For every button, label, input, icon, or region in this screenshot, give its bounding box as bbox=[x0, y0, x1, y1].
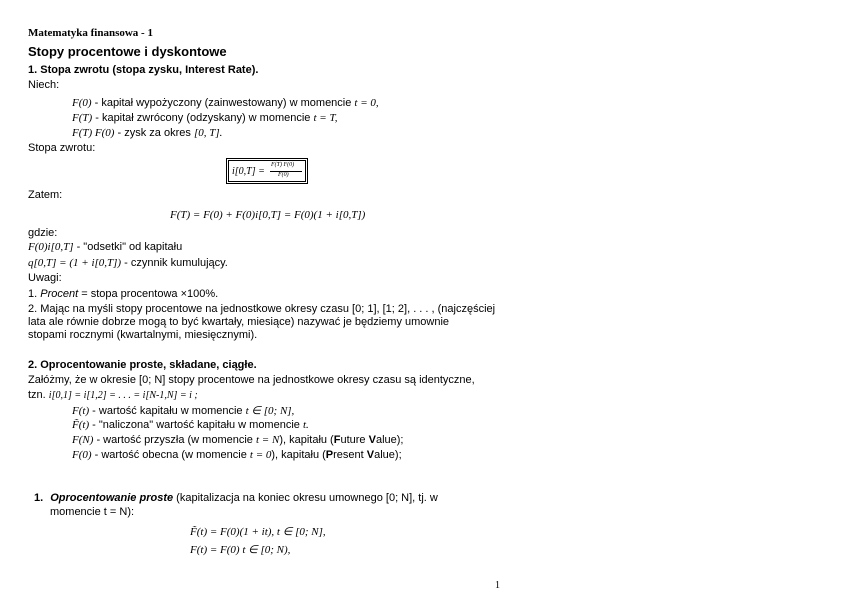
def2-text4: alue); bbox=[374, 449, 402, 461]
def2-ft-tilde bbox=[72, 419, 309, 431]
def2-math: F(N) bbox=[72, 434, 94, 446]
def2-text: - "naliczona" wartość kapitału w momencie bbox=[89, 419, 303, 431]
def2-text3: resent bbox=[333, 449, 367, 461]
line2-math: i[0,1] = i[1,2] = . . . = i[N-1,N] = i ; bbox=[48, 390, 198, 401]
def2-math2: t = N bbox=[255, 434, 280, 446]
page-title: Stopy procentowe i dyskontowe bbox=[28, 44, 227, 59]
section2-line1: Załóżmy, że w okresie [0; N] stopy procentowe na jednostkowe okresy czasu są identyczne, bbox=[28, 374, 475, 386]
def2-text: - wartość przyszła (w momencie bbox=[93, 434, 256, 446]
def-math: F(T) bbox=[72, 112, 93, 124]
item1-rest: (kapitalizacja na koniec okresu umownego [0; N], tj. w bbox=[173, 492, 438, 504]
zatem-formula: F(T) = F(0) + F(0)i[0,T] = F(0)(1 + i[0,T]) bbox=[170, 209, 366, 221]
def2-text: - wartość obecna (w momencie bbox=[91, 449, 250, 461]
niech-label: Niech: bbox=[28, 79, 60, 91]
section2-heading: 2. Oprocentowanie proste, składane, ciągłe. bbox=[28, 359, 257, 371]
def2-math: F̃(t) bbox=[72, 419, 90, 431]
def2-text2: ), kapitału ( bbox=[271, 449, 326, 461]
def-text: - kapitał wypożyczony (zainwestowany) w momencie bbox=[91, 97, 355, 109]
line2-prefix: tzn. bbox=[28, 389, 49, 401]
def2-math2: t. bbox=[302, 419, 309, 431]
item1-line2: momencie t = N): bbox=[50, 506, 135, 518]
def-math2: [0, T]. bbox=[193, 127, 223, 139]
def2-bold1: P bbox=[325, 449, 334, 461]
section2-line2 bbox=[28, 389, 198, 401]
uwaga-1 bbox=[28, 288, 218, 300]
def-text: - zysk za okres bbox=[114, 127, 194, 139]
uwaga-2-line3: stopami rocznymi (kwartalnymi, miesięcznymi). bbox=[28, 329, 258, 341]
def2-bold1: F bbox=[333, 434, 341, 446]
def-f0 bbox=[72, 97, 379, 109]
page-number: 1 bbox=[495, 580, 500, 591]
def-ft bbox=[72, 112, 338, 124]
gdzie-text: - czynnik kumulujący. bbox=[121, 257, 228, 269]
def2-math2: t = 0 bbox=[249, 449, 272, 461]
uwaga1-prefix: 1. bbox=[28, 288, 41, 300]
uwaga-2-line1: 2. Mając na myśli stopy procentowe na jednostkowe okresy czasu [0; 1], [1; 2], . . . , (najczęściej bbox=[28, 303, 496, 315]
def2-ft bbox=[72, 404, 294, 417]
def2-text2: ), kapitału ( bbox=[279, 434, 334, 446]
def2-f0 bbox=[72, 449, 402, 461]
def-math2: t = 0, bbox=[354, 97, 379, 109]
def2-text4: alue); bbox=[375, 434, 404, 446]
section1-heading: 1. Stopa zwrotu (stopa zysku, Interest Rate). bbox=[28, 64, 259, 76]
formula-numerator: F(T) F(0) bbox=[271, 162, 295, 168]
item1-number: 1. bbox=[34, 492, 44, 504]
gdzie-math: F(0)i[0,T] bbox=[28, 241, 74, 253]
gdzie-math: q[0,T] = (1 + i[0,T]) bbox=[28, 257, 122, 269]
item1-bold: Oprocentowanie proste bbox=[50, 492, 174, 504]
uwagi-label: Uwagi: bbox=[28, 272, 62, 284]
def2-bold2: V bbox=[366, 449, 375, 461]
def-math2: t = T, bbox=[313, 112, 338, 124]
def2-math: F(0) bbox=[72, 449, 92, 461]
def-math: F(0) bbox=[72, 97, 92, 109]
stopa-label: Stopa zwrotu: bbox=[28, 142, 96, 154]
zatem-label: Zatem: bbox=[28, 189, 63, 201]
formula-lhs: i[0,T] = bbox=[232, 166, 265, 177]
rate-formula-box bbox=[226, 158, 308, 184]
def-profit bbox=[72, 127, 222, 139]
gdzie-text: - "odsetki" od kapitału bbox=[73, 241, 183, 253]
gdzie-label: gdzie: bbox=[28, 227, 58, 239]
def-text: - kapitał zwrócony (odzyskany) w momencie bbox=[92, 112, 314, 124]
formula-denominator: F(0) bbox=[278, 172, 289, 178]
uwaga1-rest: = stopa procentowa ×100%. bbox=[78, 288, 219, 300]
def2-fn bbox=[72, 434, 403, 446]
def2-text3: uture bbox=[340, 434, 369, 446]
def2-math: F(t) bbox=[72, 405, 90, 417]
gdzie-item-odsetki bbox=[28, 241, 182, 253]
item1-line1 bbox=[34, 492, 438, 504]
uwaga1-italic: Procent bbox=[40, 288, 79, 300]
uwaga-2-line2: lata ale równie dobrze mogą to być kwartały, miesiące) nazywać je będziemy umownie bbox=[28, 316, 450, 328]
def-math: F(T) F(0) bbox=[72, 127, 115, 139]
def2-bold2: V bbox=[368, 434, 376, 446]
gdzie-item-czynnik bbox=[28, 257, 228, 269]
formula-simple-2: F(t) = F(0) t ∈ [0; N), bbox=[190, 544, 291, 556]
def2-math2: t ∈ [0; N], bbox=[245, 405, 295, 417]
def2-text: - wartość kapitału w momencie bbox=[89, 405, 246, 417]
course-title: Matematyka finansowa - 1 bbox=[28, 27, 153, 39]
rate-formula-inner bbox=[228, 160, 306, 182]
formula-simple-1: F̃(t) = F(0)(1 + it), t ∈ [0; N], bbox=[190, 526, 326, 538]
